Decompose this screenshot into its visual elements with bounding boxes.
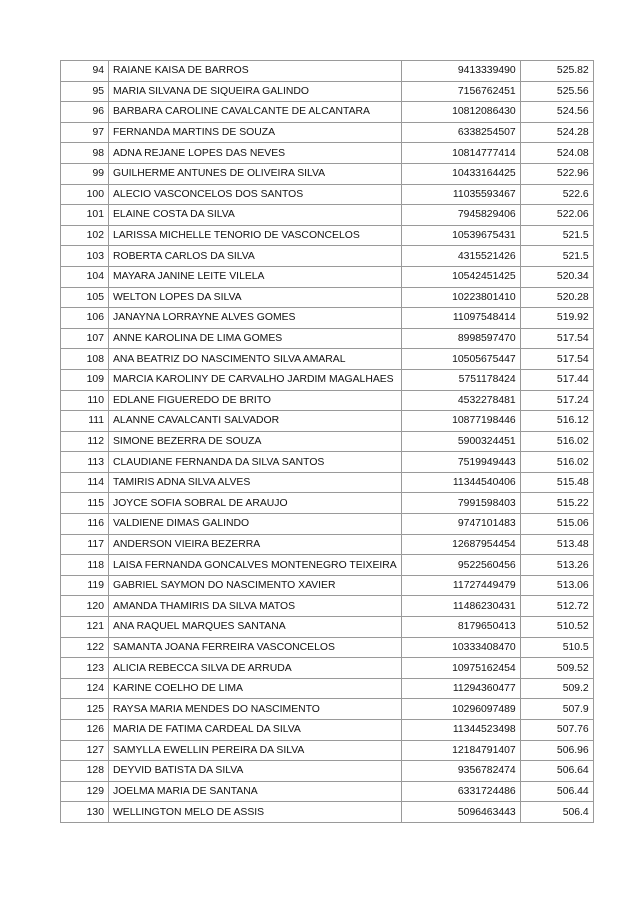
rank-cell: 122 [61,637,109,658]
id-number-cell: 9356782474 [401,761,520,782]
name-cell: VALDIENE DIMAS GALINDO [109,514,402,535]
name-cell: MARCIA KAROLINY DE CARVALHO JARDIM MAGALHAES [109,369,402,390]
name-cell: AMANDA THAMIRIS DA SILVA MATOS [109,596,402,617]
table-row [61,514,594,535]
table-row [61,246,594,267]
name-cell: JOELMA MARIA DE SANTANA [109,781,402,802]
rank-cell: 107 [61,328,109,349]
id-number-cell: 10877198446 [401,411,520,432]
score-cell: 517.24 [520,390,593,411]
score-cell: 513.06 [520,575,593,596]
name-cell: SAMANTA JOANA FERREIRA VASCONCELOS [109,637,402,658]
score-cell: 522.6 [520,184,593,205]
id-number-cell: 4532278481 [401,390,520,411]
id-number-cell: 5096463443 [401,802,520,823]
table-row [61,61,594,82]
name-cell: ELAINE COSTA DA SILVA [109,205,402,226]
name-cell: ANDERSON VIEIRA BEZERRA [109,534,402,555]
name-cell: MARIA SILVANA DE SIQUEIRA GALINDO [109,81,402,102]
table-row [61,617,594,638]
score-cell: 524.56 [520,102,593,123]
id-number-cell: 7519949443 [401,452,520,473]
table-row [61,596,594,617]
id-number-cell: 9747101483 [401,514,520,535]
results-table [60,60,594,823]
name-cell: ALICIA REBECCA SILVA DE ARRUDA [109,658,402,679]
table-row [61,81,594,102]
name-cell: ANA RAQUEL MARQUES SANTANA [109,617,402,638]
name-cell: LAISA FERNANDA GONCALVES MONTENEGRO TEIXEIRA [109,555,402,576]
table-row [61,102,594,123]
score-cell: 515.48 [520,472,593,493]
id-number-cell: 4315521426 [401,246,520,267]
rank-cell: 114 [61,472,109,493]
id-number-cell: 10539675431 [401,225,520,246]
table-row [61,328,594,349]
id-number-cell: 11727449479 [401,575,520,596]
rank-cell: 124 [61,678,109,699]
score-cell: 512.72 [520,596,593,617]
name-cell: SAMYLLA EWELLIN PEREIRA DA SILVA [109,740,402,761]
rank-cell: 110 [61,390,109,411]
table-row [61,452,594,473]
table-row [61,390,594,411]
table-row [61,143,594,164]
name-cell: SIMONE BEZERRA DE SOUZA [109,431,402,452]
score-cell: 513.26 [520,555,593,576]
table-row [61,163,594,184]
rank-cell: 123 [61,658,109,679]
name-cell: ADNA REJANE LOPES DAS NEVES [109,143,402,164]
id-number-cell: 8179650413 [401,617,520,638]
rank-cell: 112 [61,431,109,452]
results-table-body [61,61,594,823]
rank-cell: 121 [61,617,109,638]
id-number-cell: 10812086430 [401,102,520,123]
name-cell: KARINE COELHO DE LIMA [109,678,402,699]
rank-cell: 116 [61,514,109,535]
id-number-cell: 11344523498 [401,720,520,741]
table-row [61,781,594,802]
name-cell: JANAYNA LORRAYNE ALVES GOMES [109,308,402,329]
id-number-cell: 10975162454 [401,658,520,679]
score-cell: 510.52 [520,617,593,638]
rank-cell: 100 [61,184,109,205]
table-row [61,411,594,432]
table-row [61,369,594,390]
score-cell: 507.9 [520,699,593,720]
rank-cell: 108 [61,349,109,370]
score-cell: 515.06 [520,514,593,535]
table-row [61,555,594,576]
id-number-cell: 8998597470 [401,328,520,349]
rank-cell: 109 [61,369,109,390]
name-cell: MARIA DE FATIMA CARDEAL DA SILVA [109,720,402,741]
name-cell: WELLINGTON MELO DE ASSIS [109,802,402,823]
name-cell: GABRIEL SAYMON DO NASCIMENTO XAVIER [109,575,402,596]
rank-cell: 103 [61,246,109,267]
table-row [61,575,594,596]
score-cell: 516.12 [520,411,593,432]
id-number-cell: 10296097489 [401,699,520,720]
name-cell: TAMIRIS ADNA SILVA ALVES [109,472,402,493]
score-cell: 510.5 [520,637,593,658]
name-cell: GUILHERME ANTUNES DE OLIVEIRA SILVA [109,163,402,184]
score-cell: 506.96 [520,740,593,761]
id-number-cell: 9522560456 [401,555,520,576]
score-cell: 525.56 [520,81,593,102]
id-number-cell: 12687954454 [401,534,520,555]
name-cell: ALANNE CAVALCANTI SALVADOR [109,411,402,432]
rank-cell: 125 [61,699,109,720]
table-row [61,699,594,720]
table-row [61,658,594,679]
rank-cell: 126 [61,720,109,741]
id-number-cell: 6331724486 [401,781,520,802]
table-row [61,287,594,308]
score-cell: 522.06 [520,205,593,226]
score-cell: 524.08 [520,143,593,164]
score-cell: 506.64 [520,761,593,782]
table-row [61,637,594,658]
score-cell: 520.28 [520,287,593,308]
table-row [61,472,594,493]
rank-cell: 111 [61,411,109,432]
rank-cell: 97 [61,122,109,143]
rank-cell: 106 [61,308,109,329]
score-cell: 516.02 [520,452,593,473]
id-number-cell: 11294360477 [401,678,520,699]
name-cell: RAIANE KAISA DE BARROS [109,61,402,82]
id-number-cell: 11486230431 [401,596,520,617]
name-cell: FERNANDA MARTINS DE SOUZA [109,122,402,143]
name-cell: CLAUDIANE FERNANDA DA SILVA SANTOS [109,452,402,473]
rank-cell: 96 [61,102,109,123]
id-number-cell: 5900324451 [401,431,520,452]
rank-cell: 104 [61,266,109,287]
id-number-cell: 10333408470 [401,637,520,658]
rank-cell: 113 [61,452,109,473]
table-row [61,225,594,246]
score-cell: 513.48 [520,534,593,555]
id-number-cell: 11097548414 [401,308,520,329]
score-cell: 509.52 [520,658,593,679]
table-row [61,678,594,699]
table-row [61,431,594,452]
name-cell: MAYARA JANINE LEITE VILELA [109,266,402,287]
rank-cell: 120 [61,596,109,617]
name-cell: ALECIO VASCONCELOS DOS SANTOS [109,184,402,205]
id-number-cell: 7945829406 [401,205,520,226]
score-cell: 506.44 [520,781,593,802]
table-row [61,122,594,143]
name-cell: ANA BEATRIZ DO NASCIMENTO SILVA AMARAL [109,349,402,370]
rank-cell: 105 [61,287,109,308]
id-number-cell: 11344540406 [401,472,520,493]
name-cell: BARBARA CAROLINE CAVALCANTE DE ALCANTARA [109,102,402,123]
score-cell: 520.34 [520,266,593,287]
table-row [61,349,594,370]
name-cell: RAYSA MARIA MENDES DO NASCIMENTO [109,699,402,720]
score-cell: 524.28 [520,122,593,143]
id-number-cell: 7991598403 [401,493,520,514]
score-cell: 521.5 [520,225,593,246]
rank-cell: 129 [61,781,109,802]
name-cell: ROBERTA CARLOS DA SILVA [109,246,402,267]
score-cell: 517.44 [520,369,593,390]
name-cell: ANNE KAROLINA DE LIMA GOMES [109,328,402,349]
id-number-cell: 9413339490 [401,61,520,82]
id-number-cell: 10542451425 [401,266,520,287]
score-cell: 515.22 [520,493,593,514]
table-row [61,740,594,761]
table-row [61,761,594,782]
name-cell: LARISSA MICHELLE TENORIO DE VASCONCELOS [109,225,402,246]
score-cell: 521.5 [520,246,593,267]
table-row [61,720,594,741]
table-row [61,802,594,823]
score-cell: 509.2 [520,678,593,699]
table-row [61,308,594,329]
id-number-cell: 10433164425 [401,163,520,184]
rank-cell: 98 [61,143,109,164]
score-cell: 517.54 [520,328,593,349]
rank-cell: 95 [61,81,109,102]
table-row [61,184,594,205]
score-cell: 519.92 [520,308,593,329]
id-number-cell: 10223801410 [401,287,520,308]
rank-cell: 127 [61,740,109,761]
id-number-cell: 7156762451 [401,81,520,102]
rank-cell: 130 [61,802,109,823]
rank-cell: 115 [61,493,109,514]
rank-cell: 101 [61,205,109,226]
id-number-cell: 12184791407 [401,740,520,761]
name-cell: EDLANE FIGUEREDO DE BRITO [109,390,402,411]
table-row [61,534,594,555]
score-cell: 525.82 [520,61,593,82]
score-cell: 507.76 [520,720,593,741]
rank-cell: 117 [61,534,109,555]
id-number-cell: 5751178424 [401,369,520,390]
table-row [61,205,594,226]
score-cell: 506.4 [520,802,593,823]
id-number-cell: 11035593467 [401,184,520,205]
rank-cell: 118 [61,555,109,576]
rank-cell: 99 [61,163,109,184]
score-cell: 517.54 [520,349,593,370]
name-cell: DEYVID BATISTA DA SILVA [109,761,402,782]
score-cell: 522.96 [520,163,593,184]
score-cell: 516.02 [520,431,593,452]
id-number-cell: 6338254507 [401,122,520,143]
rank-cell: 102 [61,225,109,246]
table-row [61,266,594,287]
table-row [61,493,594,514]
id-number-cell: 10505675447 [401,349,520,370]
rank-cell: 119 [61,575,109,596]
rank-cell: 94 [61,61,109,82]
name-cell: JOYCE SOFIA SOBRAL DE ARAUJO [109,493,402,514]
rank-cell: 128 [61,761,109,782]
id-number-cell: 10814777414 [401,143,520,164]
name-cell: WELTON LOPES DA SILVA [109,287,402,308]
